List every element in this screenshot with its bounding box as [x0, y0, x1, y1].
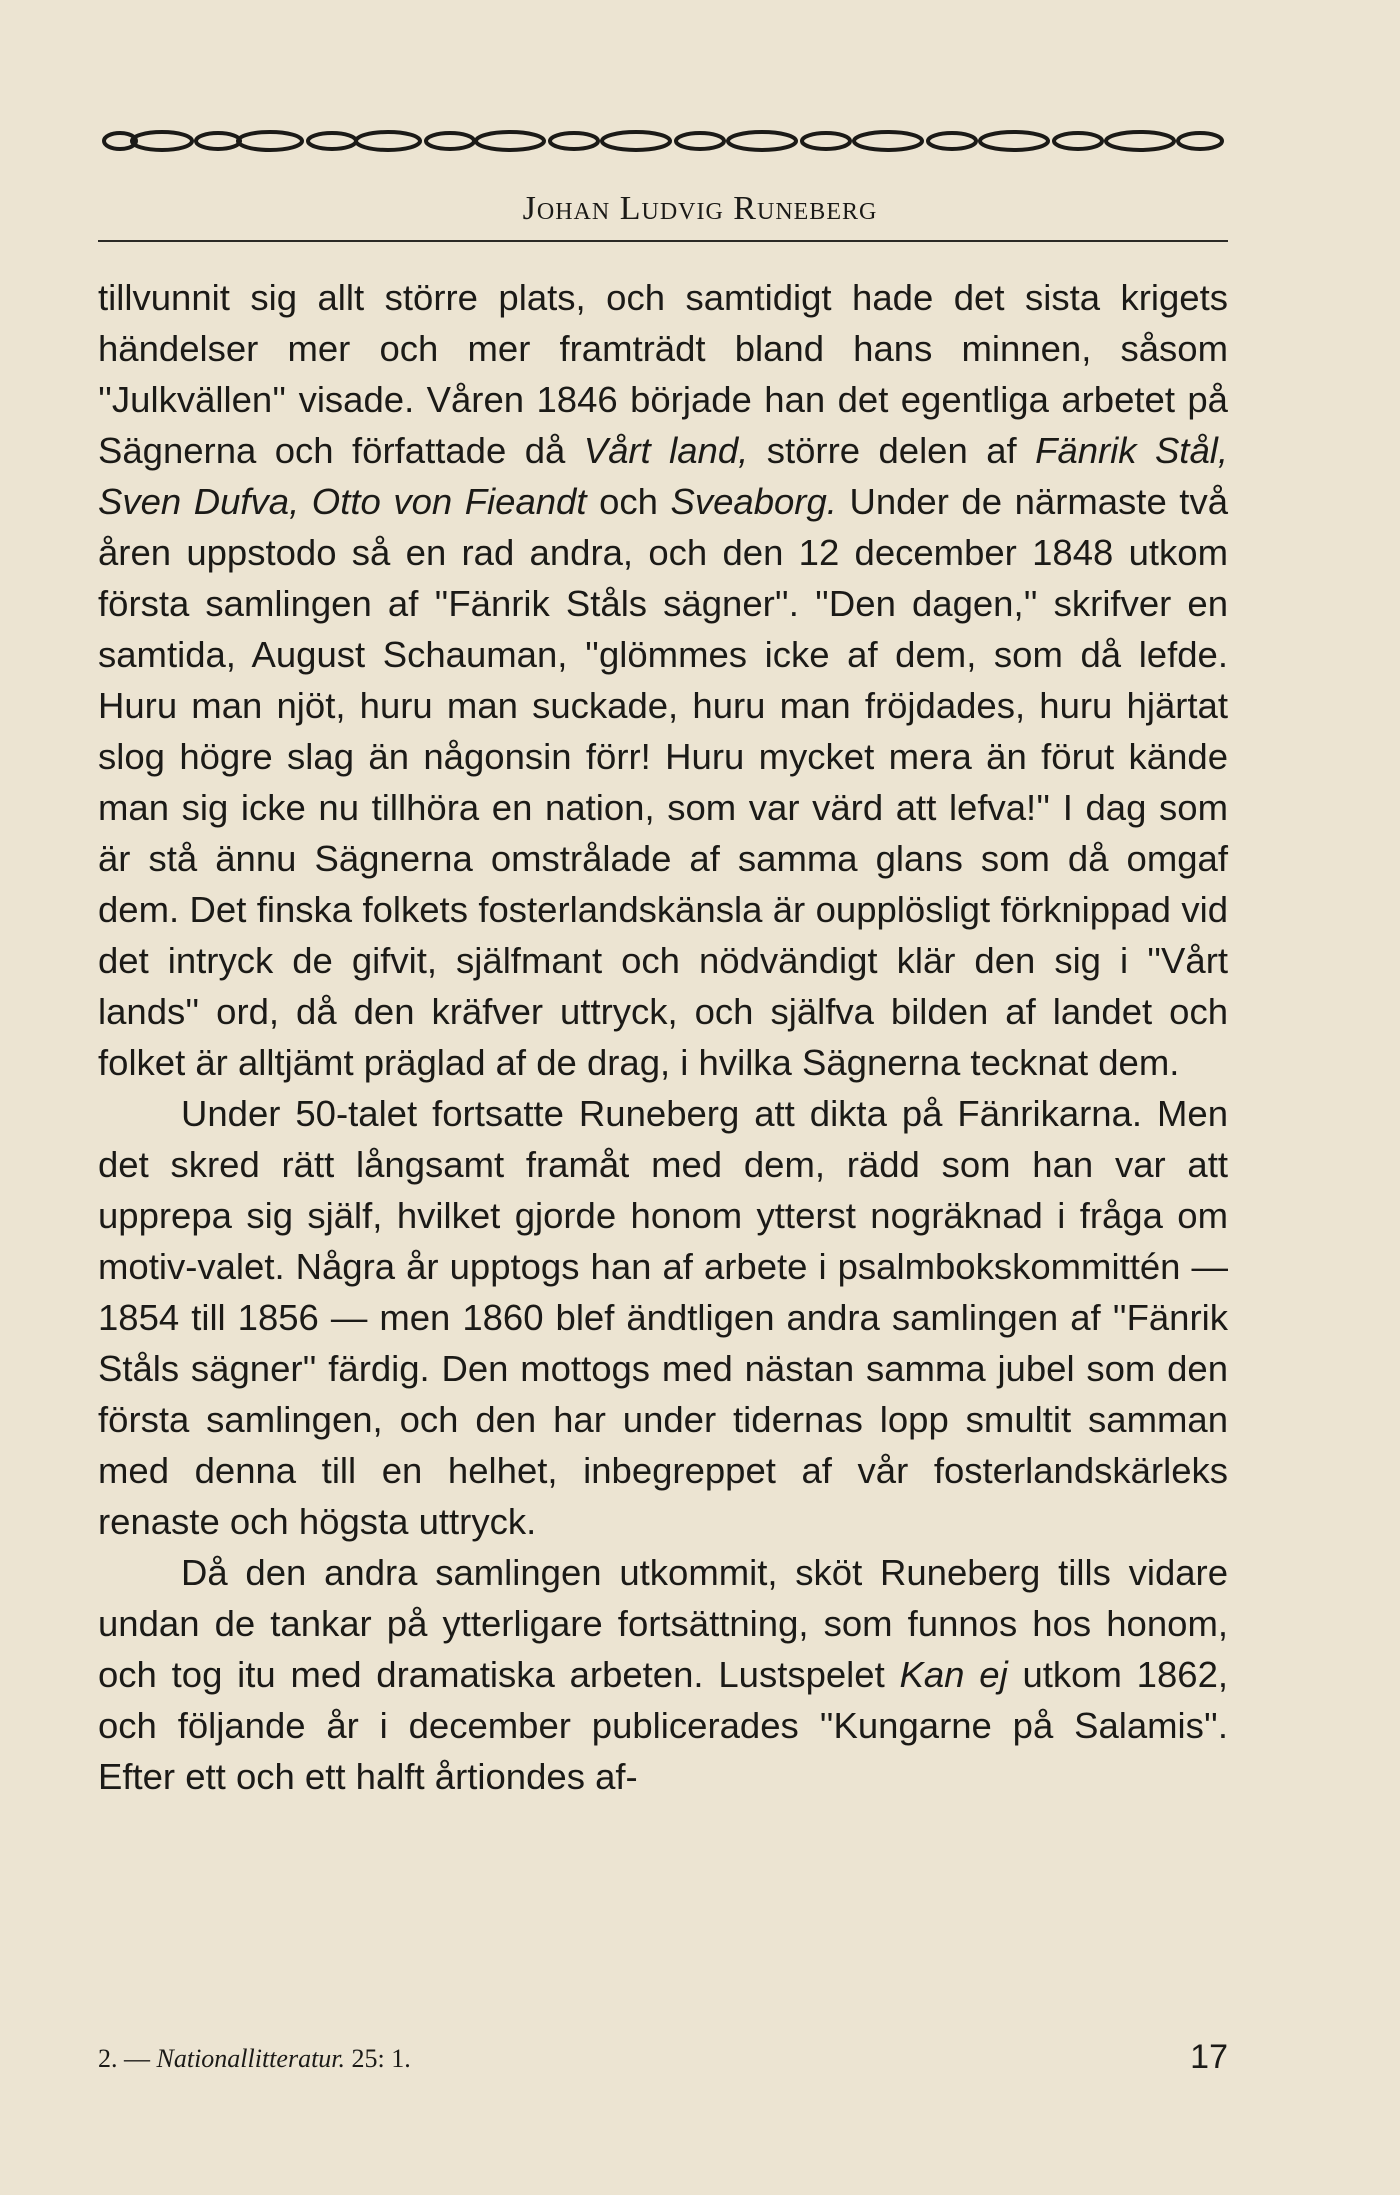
paragraph-3-text-a: Då den andra samlingen utkommit, sköt Runeberg tills vidare undan de tankar på ytterligare fortsättning, som funnos hos honom, och tog itu med dramatiska arbeten. Lustspelet [98, 1552, 1228, 1695]
header-rule [98, 240, 1228, 242]
signature-suffix: 25: 1. [345, 2044, 411, 2073]
page-footer [98, 2038, 1228, 2088]
paragraph-1-text-a: tillvunnit sig allt större plats, och samtidigt hade det sista krigets händelser mer och mer framträdt bland hans minnen, såsom ''Julkvällen'' visade. Våren 1846 började han det egentliga arbetet på Sägnerna och författade då [98, 277, 1228, 471]
title-vart-land: Vårt land, [583, 430, 749, 471]
paragraph-2: Under 50-talet fortsatte Runeberg att dikta på Fänrikarna. Men det skred rätt långsamt framåt med dem, rädd som han var att upprepa sig själf, hvilket gjorde honom ytterst nogräknad i fråga om motiv-valet. Några år upptogs han af arbete i psalmbokskommittén — 1854 till 1856 — men 1860 blef ändtligen andra samlingen af ''Fänrik Ståls sägner'' färdig. Den mottogs med nästan samma jubel som den första samlingen, och den har under tidernas lopp smultit samman med denna till en helhet, inbegreppet af vår fosterlandskärleks renaste och högsta uttryck. [98, 1093, 1228, 1542]
signature-prefix: 2. — [98, 2044, 157, 2073]
paragraph-1 [98, 272, 1228, 1088]
paragraph-3 [98, 1547, 1228, 1802]
title-kan-ej: Kan ej [899, 1654, 1008, 1695]
title-fanrik-stal-etc: Fänrik Stål, Sven Dufva, Otto von Fieandt [98, 430, 1228, 522]
paragraph-1-text-d: Under de närmaste två åren uppstodo så en rad andra, och den 12 december 1848 utkom första samlingen af ''Fänrik Ståls sägner''. ''Den dagen,'' skrifver en samtida, August Schauman, ''glömmes icke af dem, som då lefde. Huru man njöt, huru man suckade, huru man fröjdades, huru hjärtat slog högre slag än någonsin förr! Huru mycket mera än förut kände man sig icke nu tillhöra en nation, som var värd att lefva!'' I dag som är stå ännu Sägnerna omstrålade af samma glans som då omgaf dem. Det finska folkets fosterlandskänsla är oupplösligt förknippad vid det intryck de gifvit, själfmant och nödvändigt klär den sig i ''Vårt lands'' ord, då den kräfver uttryck, och själfva bilden af landet och folket är alltjämt präglad af de drag, i hvilka Sägnerna tecknat dem. [98, 481, 1228, 1083]
paragraph-3-text-b: utkom 1862, och följande år i december publicerades ''Kungarne på Salamis''. Efter ett och ett halft årtiondes af- [98, 1654, 1229, 1797]
body-text [98, 272, 1228, 1802]
paragraph-1-text-c: och [586, 481, 671, 522]
signature-series: Nationallitteratur. [156, 2044, 346, 2073]
title-sveaborg: Sveaborg. [670, 481, 837, 522]
running-head: Johan Ludvig Runeberg [522, 190, 878, 227]
signature-mark [98, 2044, 411, 2074]
page-number: 17 [1190, 2038, 1228, 2076]
chain-ornament-icon [100, 128, 1230, 154]
paragraph-1-text-b: större delen af [748, 430, 1036, 471]
